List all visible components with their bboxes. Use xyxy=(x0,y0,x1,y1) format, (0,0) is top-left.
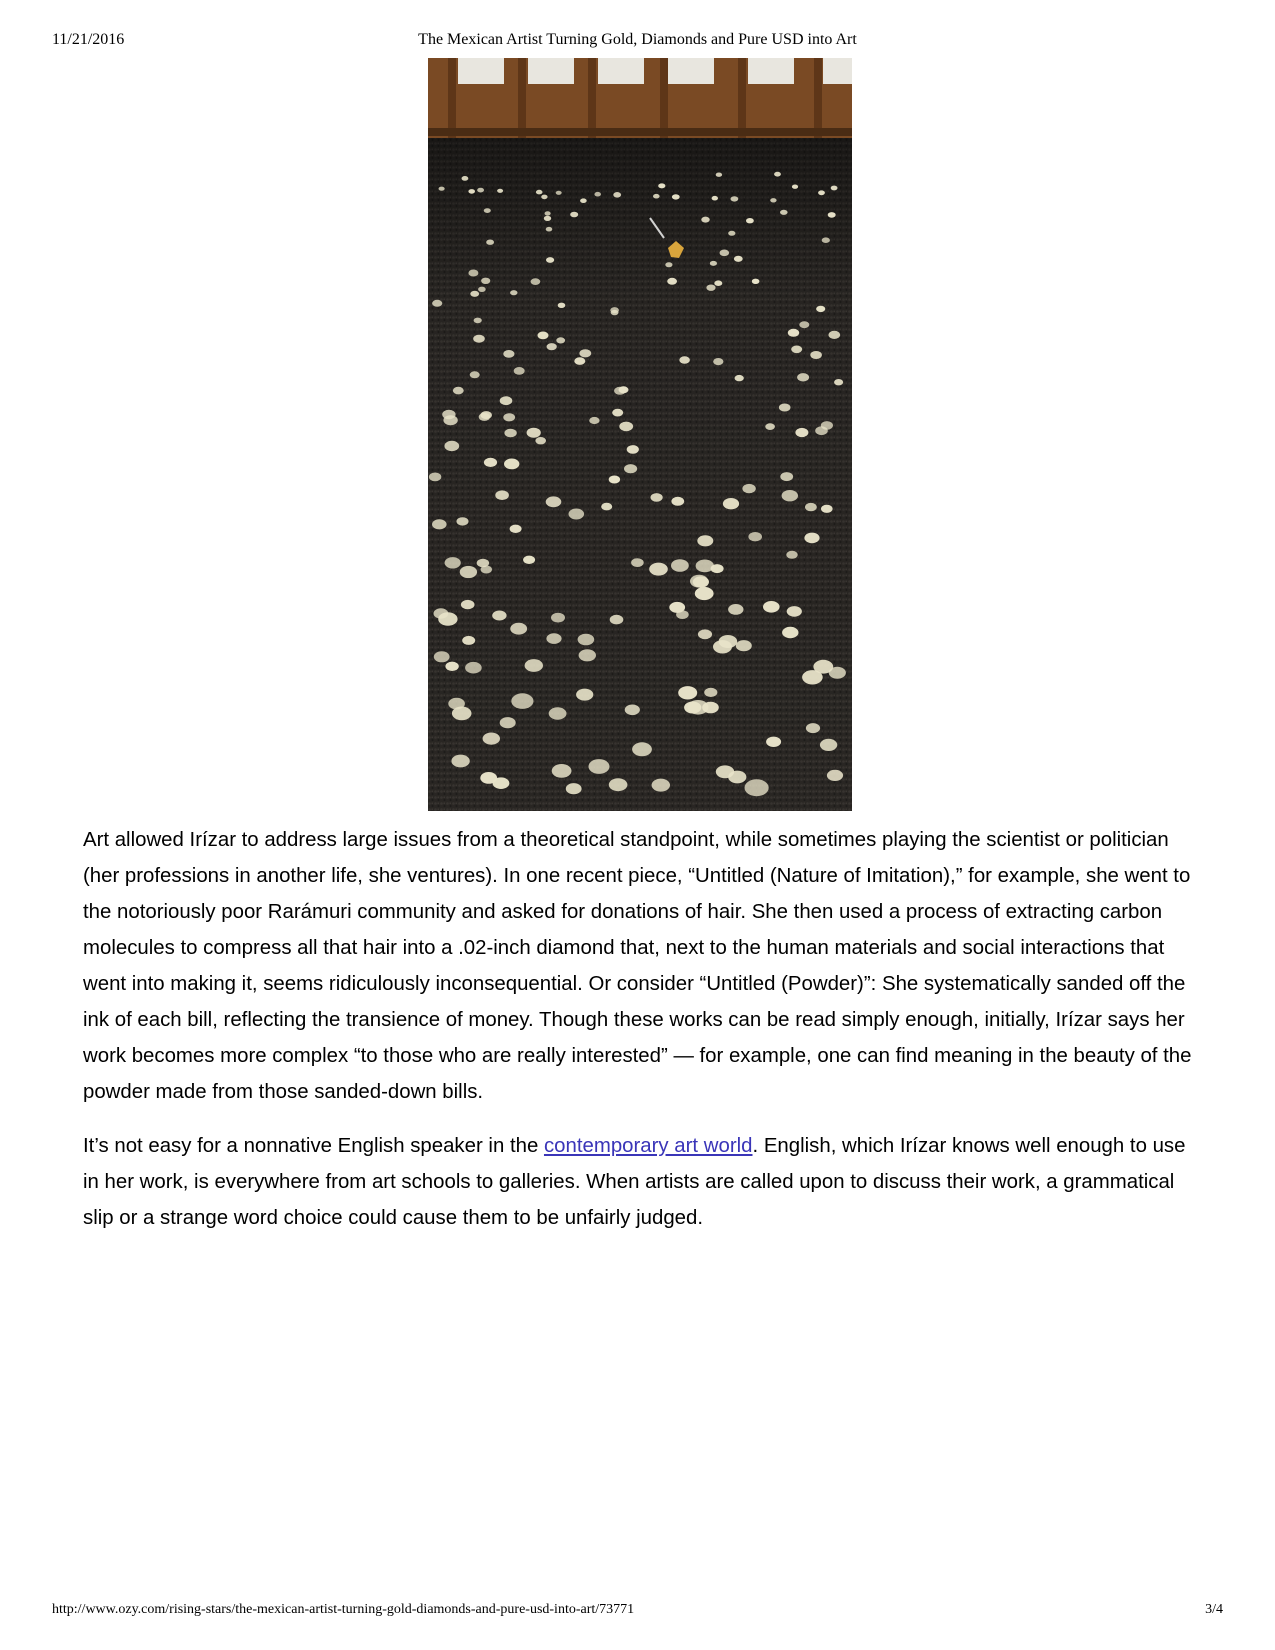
stone-flake xyxy=(546,227,553,232)
stone-flake xyxy=(481,566,492,574)
stone-flake xyxy=(792,185,798,189)
stone-flake xyxy=(671,497,684,506)
paragraph-2 xyxy=(83,1128,1198,1236)
stone-flake xyxy=(473,335,485,343)
stone-flake xyxy=(570,212,578,218)
window-pane xyxy=(528,58,574,84)
stone-flake xyxy=(460,566,477,578)
stone-flake xyxy=(632,742,652,756)
stone-flake xyxy=(745,779,769,796)
stone-flake xyxy=(734,256,743,262)
stone-flake xyxy=(704,688,717,697)
stone-flake xyxy=(481,278,490,284)
window-pane xyxy=(458,58,504,84)
stone-flake xyxy=(477,188,484,193)
stone-flake xyxy=(822,237,830,243)
stone-flake xyxy=(714,280,722,286)
stone-flake xyxy=(696,560,714,573)
stone-flake xyxy=(481,411,492,419)
stone-flake xyxy=(538,332,549,340)
stone-flake xyxy=(774,172,781,177)
stone-flake xyxy=(439,187,445,191)
stone-flake xyxy=(701,217,709,223)
stone-flake xyxy=(791,346,802,354)
stone-flake xyxy=(782,627,798,638)
stone-flake xyxy=(589,759,610,774)
stone-flake xyxy=(503,350,514,358)
stone-flake xyxy=(609,476,620,484)
stone-flake xyxy=(763,601,780,613)
stone-flake xyxy=(829,331,841,339)
stone-flake xyxy=(442,410,455,419)
stone-flake xyxy=(462,636,475,645)
stone-flake xyxy=(558,303,566,308)
stone-flake xyxy=(546,496,562,507)
stone-flake xyxy=(545,211,551,215)
stone-flake xyxy=(706,285,715,291)
stone-flake xyxy=(619,422,633,432)
stone-flake xyxy=(698,629,712,639)
stone-flake xyxy=(579,349,591,357)
stone-flake xyxy=(813,660,833,674)
stone-flake xyxy=(765,423,775,430)
stone-flake xyxy=(578,634,595,646)
stone-flake xyxy=(624,464,637,473)
wooden-door-frame xyxy=(428,58,852,138)
stone-flake xyxy=(569,509,585,520)
print-footer-url: http://www.ozy.com/rising-stars/the-mexican-artist-turning-gold-diamonds-and-pure-usd-into-art/73771 xyxy=(52,1602,635,1617)
stone-flake xyxy=(746,218,754,223)
stone-flake xyxy=(649,563,668,576)
stone-flake xyxy=(821,505,833,513)
stone-flake xyxy=(713,358,723,365)
gravel-installation-photo xyxy=(428,58,852,811)
stone-flake xyxy=(457,517,469,525)
stone-flake xyxy=(462,176,469,181)
stone-flake xyxy=(552,764,572,778)
stone-flake xyxy=(484,208,491,213)
stone-flake xyxy=(544,216,551,221)
stone-flake xyxy=(547,343,557,350)
stone-flake xyxy=(510,290,517,295)
stone-flake xyxy=(468,270,478,277)
stone-flake xyxy=(678,686,697,699)
stone-flake xyxy=(579,649,596,661)
stone-flake xyxy=(445,662,458,671)
stone-flake xyxy=(742,484,755,493)
stone-flake xyxy=(486,240,494,245)
stone-flake xyxy=(653,194,660,199)
stone-flake xyxy=(594,192,601,197)
stone-flake xyxy=(497,189,503,193)
stone-flake xyxy=(795,428,808,437)
stone-flake xyxy=(445,557,461,568)
stone-flake xyxy=(610,307,619,313)
stone-flake xyxy=(810,351,822,359)
stone-flake xyxy=(799,321,809,328)
stone-flake xyxy=(827,770,843,781)
stone-flake xyxy=(834,379,843,385)
stone-flake xyxy=(797,373,809,381)
stone-flake xyxy=(483,733,500,745)
stone-flake xyxy=(556,337,565,343)
stone-flake xyxy=(566,783,582,794)
stone-flake xyxy=(652,779,670,792)
stone-flake xyxy=(667,278,677,285)
stone-flake xyxy=(672,194,680,199)
stone-flake xyxy=(806,723,820,733)
stone-flake xyxy=(503,413,515,421)
stone-flake xyxy=(787,606,802,617)
stone-flake xyxy=(828,212,836,218)
stone-flake xyxy=(510,525,522,533)
stone-flake xyxy=(720,250,730,257)
stone-flake xyxy=(500,717,516,728)
stone-flake xyxy=(574,357,585,365)
stone-flake xyxy=(766,737,781,747)
stone-flake xyxy=(697,535,713,546)
door-post xyxy=(518,58,526,138)
stone-flake xyxy=(492,611,506,621)
stone-flake xyxy=(831,186,838,191)
print-header-date: 11/21/2016 xyxy=(52,31,125,48)
stone-flake xyxy=(651,493,663,502)
stone-flake xyxy=(470,371,480,378)
door-threshold xyxy=(428,128,852,136)
stone-flake xyxy=(780,472,793,481)
paragraph-2-text-before: It’s not easy for a nonnative English speaker in the xyxy=(83,1135,544,1157)
stone-flake xyxy=(432,519,447,529)
stone-flake xyxy=(735,375,744,381)
stone-flake xyxy=(609,778,628,791)
stone-flake xyxy=(535,437,546,444)
stone-flake xyxy=(728,604,743,615)
stone-flake xyxy=(495,490,509,500)
stone-flake xyxy=(531,278,541,285)
stone-flake xyxy=(601,503,612,511)
stone-flake xyxy=(614,387,626,395)
stone-flake xyxy=(484,458,497,467)
contemporary-art-world-link[interactable]: contemporary art world xyxy=(543,1135,753,1157)
door-post xyxy=(660,58,668,138)
stone-flake xyxy=(451,755,469,768)
stone-flake xyxy=(805,503,817,511)
stone-flake xyxy=(658,183,665,188)
stone-flake xyxy=(671,559,689,572)
stone-flake xyxy=(546,257,554,263)
stone-flake xyxy=(665,262,672,267)
stone-flake xyxy=(536,190,543,195)
stone-flake xyxy=(523,556,535,564)
stone-flake xyxy=(816,306,825,312)
stone-flake xyxy=(779,404,791,412)
stone-flake xyxy=(461,600,475,609)
stone-flake xyxy=(748,532,762,541)
stone-flake xyxy=(723,498,739,509)
stone-flake xyxy=(752,279,760,284)
door-post xyxy=(814,58,822,138)
article-body xyxy=(83,822,1198,1254)
stone-flake xyxy=(695,587,714,600)
stone-flake xyxy=(434,651,450,662)
stone-flake xyxy=(510,623,527,635)
print-header-title: The Mexican Artist Turning Gold, Diamonds and Pure USD into Art xyxy=(418,31,857,48)
print-footer-page-number: 3/4 xyxy=(1205,1602,1223,1617)
stone-flake xyxy=(612,409,623,417)
window-pane xyxy=(823,58,852,84)
stone-flake xyxy=(444,441,459,451)
stone-flake xyxy=(702,702,719,714)
stone-flake xyxy=(549,707,567,719)
stone-flake xyxy=(474,318,482,324)
window-pane xyxy=(748,58,794,84)
paragraph-1: Art allowed Irízar to address large issues from a theoretical standpoint, while sometimes playing the scientist or politician (her professions in another life, she ventures). In one recent piece, “Untitled (Nature of Imitation),” for example, she went to the notoriously poor Rarámuri community and asked for donations of hair. She then used a process of extracting carbon molecules to compress all that hair into a .02-inch diamond that, next to the human materials and social interactions that went into making it, seems ridiculously inconsequential. Or consider “Untitled (Powder)”: She systematically sanded off the ink of each bill, reflecting the transience of money. Though these works can be read simply enough, initially, Irízar says her work becomes more complex “to those who are really interested” — for example, one can find meaning in the beauty of the powder made from those sanded-down bills. xyxy=(83,829,1192,1103)
stone-flake xyxy=(821,421,833,430)
stone-flake xyxy=(465,662,482,674)
stone-flake xyxy=(504,429,516,438)
stone-flake xyxy=(818,190,825,195)
stone-flake xyxy=(500,396,513,405)
stone-flake xyxy=(504,459,519,470)
door-post xyxy=(448,58,456,138)
stone-flake xyxy=(468,189,475,194)
stone-flake xyxy=(719,635,738,648)
stone-flake xyxy=(511,693,533,709)
stone-flake xyxy=(736,640,752,651)
stone-flake xyxy=(589,417,599,424)
stone-flake xyxy=(580,198,587,203)
stone-flake xyxy=(710,261,717,266)
stone-flake xyxy=(453,387,464,395)
stone-flake xyxy=(625,705,640,716)
stone-flake xyxy=(712,196,718,201)
stone-flake xyxy=(728,231,735,236)
stone-flake xyxy=(786,551,797,559)
stone-flake xyxy=(820,739,837,751)
stone-flake xyxy=(679,356,690,363)
stone-flake xyxy=(525,659,543,672)
stone-flake xyxy=(788,329,799,337)
stone-flake xyxy=(556,191,562,195)
stone-flake xyxy=(780,210,788,215)
stone-flake xyxy=(452,707,472,721)
stone-flake xyxy=(631,558,644,567)
stone-flake xyxy=(627,445,639,454)
stone-flake xyxy=(429,473,441,482)
paragraph-2-text-after: . English, which Irízar knows well enough to use in her work, is everywhere from art schools to galleries. When artists are called upon to discuss their work, a grammatical slip or a strange word choice could cause them to be unfairly judged. xyxy=(83,1135,1186,1229)
stone-flake xyxy=(690,575,708,588)
stone-flake xyxy=(716,173,722,177)
stone-flake xyxy=(432,300,442,307)
stone-flake xyxy=(613,192,621,198)
ground-shading xyxy=(428,128,852,811)
stone-flake xyxy=(669,602,685,613)
door-post xyxy=(738,58,746,138)
stone-flake xyxy=(478,287,486,292)
stone-flake xyxy=(438,612,457,626)
stone-flake xyxy=(782,490,798,501)
stone-flake xyxy=(770,198,776,202)
window-pane xyxy=(598,58,644,84)
stone-flake xyxy=(493,777,510,789)
stone-flake xyxy=(546,633,561,644)
stone-flake xyxy=(514,367,525,375)
stone-flake xyxy=(610,615,624,625)
stone-flake xyxy=(527,428,541,438)
window-pane xyxy=(668,58,714,84)
stone-flake xyxy=(804,533,819,544)
stone-flake xyxy=(576,689,593,701)
stone-flake xyxy=(731,196,739,201)
stone-flake xyxy=(541,195,547,200)
stone-flake xyxy=(728,771,746,784)
stone-flake xyxy=(470,291,479,297)
article-photo xyxy=(428,58,852,811)
stone-flake xyxy=(551,613,565,623)
door-post xyxy=(588,58,596,138)
